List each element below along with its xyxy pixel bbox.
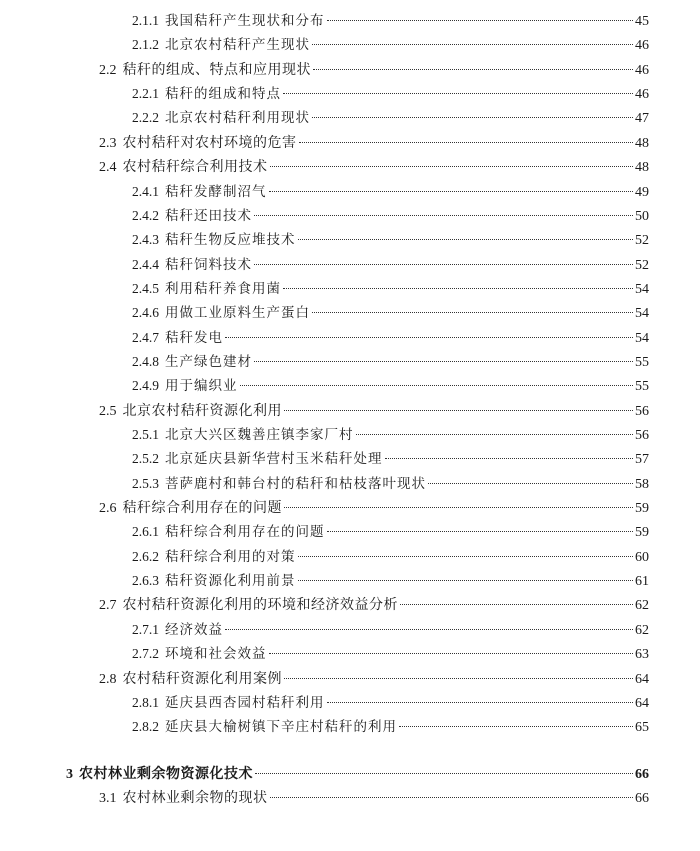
dot-leader — [240, 385, 634, 386]
dot-leader — [428, 483, 633, 484]
toc-title: 北京农村秸秆利用现状 — [165, 110, 310, 127]
toc-title: 秸秆生物反应堆技术 — [165, 232, 296, 249]
toc-title: 利用秸秆养食用菌 — [165, 280, 281, 297]
toc-title: 用于编织业 — [165, 378, 238, 395]
toc-page-number: 54 — [635, 306, 649, 322]
dot-leader — [225, 337, 633, 338]
dot-leader — [254, 215, 633, 216]
dot-leader — [313, 69, 633, 70]
toc-page-number: 55 — [635, 379, 649, 395]
toc-title: 农村林业剩余物资源化技术 — [79, 765, 253, 782]
toc-title: 北京大兴区魏善庄镇李家厂村 — [165, 427, 354, 443]
toc-page-number: 61 — [635, 574, 649, 590]
toc-title: 秸秆综合利用存在的问题 — [165, 524, 325, 541]
toc-title: 用做工业原料生产蛋白 — [165, 305, 310, 322]
toc-page-number: 57 — [635, 452, 649, 468]
toc-subsection-entry — [132, 643, 649, 665]
dot-leader — [225, 629, 633, 630]
toc-number: 2.1.1 — [132, 13, 159, 28]
toc-page-number: 66 — [635, 790, 649, 806]
toc-number: 2.8 — [99, 671, 117, 687]
toc-subsection-entry — [132, 107, 649, 129]
dot-leader — [298, 556, 634, 557]
toc-page-number: 58 — [635, 476, 649, 492]
toc-title: 秸秆的组成和特点 — [165, 86, 281, 103]
toc-section-entry — [99, 59, 649, 81]
toc-subsection-entry — [132, 327, 649, 349]
toc-page-number: 50 — [635, 208, 649, 224]
toc-number: 2.2.1 — [132, 86, 159, 102]
toc-page-number: 66 — [635, 766, 649, 782]
toc-title: 生产绿色建材 — [165, 353, 252, 370]
dot-leader — [254, 264, 633, 265]
dot-leader — [312, 44, 633, 45]
toc-title: 秸秆发酵制沼气 — [165, 183, 267, 200]
toc-number: 2.3 — [99, 135, 117, 151]
toc-number: 2.7.1 — [132, 621, 159, 637]
dot-leader — [299, 142, 634, 143]
toc-subsection-entry — [132, 302, 649, 324]
toc-number: 2.4.6 — [132, 305, 159, 321]
toc-title: 北京农村秸秆产生现状 — [165, 37, 310, 54]
dot-leader — [284, 410, 633, 411]
toc-page-number: 56 — [635, 428, 649, 443]
toc-page-number: 52 — [635, 257, 649, 273]
toc-number: 2.4 — [99, 160, 117, 176]
toc-number: 2.7.2 — [132, 646, 159, 662]
toc-page-number: 62 — [635, 622, 649, 638]
toc-number: 2.4.4 — [132, 256, 159, 272]
dot-leader — [400, 604, 633, 605]
dot-leader — [327, 20, 634, 21]
toc-subsection-entry — [132, 619, 649, 641]
toc-number: 2.1.2 — [132, 37, 159, 53]
toc-page-number: 56 — [635, 403, 649, 419]
toc-page-number: 48 — [635, 135, 649, 151]
toc-title: 菩萨鹿村和韩台村的秸秆和枯枝落叶现状 — [165, 475, 426, 492]
toc-page-number: 47 — [635, 111, 649, 127]
toc-section-entry — [99, 156, 649, 178]
toc-chapter-entry — [66, 763, 649, 785]
toc-subsection-entry — [132, 34, 649, 56]
toc-number: 3 — [66, 766, 73, 782]
toc-subsection-entry — [132, 254, 649, 276]
toc-number: 2.4.3 — [132, 232, 159, 248]
toc-number: 2.8.1 — [132, 694, 159, 710]
toc-title: 农村林业剩余物的现状 — [122, 789, 268, 806]
toc-title: 北京农村秸秆资源化利用 — [122, 402, 282, 419]
dot-leader — [284, 507, 633, 508]
toc-title: 秸秆的组成、特点和应用现状 — [122, 61, 311, 78]
toc-page-number: 60 — [635, 549, 649, 565]
toc-number: 2.4.1 — [132, 183, 159, 199]
toc-page-number: 46 — [635, 38, 649, 54]
toc-page-number: 49 — [635, 184, 649, 200]
toc-page-number: 64 — [635, 671, 649, 687]
toc-subsection-entry — [132, 181, 649, 203]
toc-section-entry — [99, 668, 649, 690]
toc-page-number: 62 — [635, 598, 649, 614]
dot-leader — [270, 166, 634, 167]
toc-subsection-entry — [132, 692, 649, 714]
dot-leader — [255, 773, 633, 774]
toc-subsection-entry — [132, 278, 649, 300]
toc-subsection-entry — [132, 570, 649, 592]
toc-number: 2.4.8 — [132, 353, 159, 369]
toc-title: 农村秸秆资源化利用的环境和经济效益分析 — [122, 597, 398, 614]
toc-page-number: 55 — [635, 354, 649, 370]
toc-number: 2.8.2 — [132, 719, 159, 735]
toc-title: 环境和社会效益 — [165, 646, 267, 663]
toc-subsection-entry — [132, 521, 649, 543]
toc-page-number: 64 — [635, 695, 649, 711]
dot-leader — [385, 458, 634, 459]
toc-number: 2.6.3 — [132, 573, 159, 589]
toc-subsection-entry — [132, 375, 649, 397]
toc-page-number: 65 — [635, 720, 649, 736]
toc-section-entry — [99, 787, 649, 809]
toc-page-number: 63 — [635, 647, 649, 663]
dot-leader — [327, 531, 634, 532]
toc-title: 北京延庆县新华营村玉米秸秆处理 — [165, 451, 383, 468]
toc-subsection-entry — [132, 205, 649, 227]
toc-title: 秸秆饲料技术 — [165, 256, 252, 273]
toc-title: 秸秆发电 — [165, 329, 223, 346]
dot-leader — [312, 312, 633, 313]
toc-number: 2.5.3 — [132, 475, 159, 491]
toc-title: 秸秆综合利用存在的问题 — [122, 500, 282, 516]
dot-leader — [312, 117, 633, 118]
dot-leader — [284, 678, 633, 679]
toc-number: 2.5 — [99, 403, 117, 419]
toc-title: 经济效益 — [165, 621, 223, 638]
dot-leader — [269, 653, 634, 654]
toc-title: 农村秸秆对农村环境的危害 — [122, 134, 297, 151]
toc-number: 3.1 — [99, 790, 117, 806]
toc-section-entry — [99, 132, 649, 154]
toc-subsection-entry — [132, 473, 649, 495]
dot-leader — [270, 797, 634, 798]
toc-page-number: 54 — [635, 330, 649, 346]
toc-subsection-entry — [132, 716, 649, 738]
toc-number: 2.4.7 — [132, 329, 159, 345]
toc-subsection-entry — [132, 10, 649, 32]
toc-number: 2.4.5 — [132, 280, 159, 296]
toc-section-entry — [99, 497, 649, 519]
toc-page-number: 52 — [635, 233, 649, 249]
dot-leader — [298, 580, 634, 581]
dot-leader — [356, 434, 634, 435]
toc-number: 2.4.9 — [132, 378, 159, 394]
dot-leader — [283, 288, 633, 289]
dot-leader — [327, 702, 634, 703]
toc-page-number: 48 — [635, 160, 649, 176]
toc-page-number: 54 — [635, 281, 649, 297]
toc-title: 农村秸秆资源化利用案例 — [122, 670, 282, 687]
toc-title: 秸秆资源化利用前景 — [165, 573, 296, 590]
toc-title: 延庆县西杏园村秸秆利用 — [165, 694, 325, 711]
toc-title: 农村秸秆综合利用技术 — [122, 159, 268, 176]
dot-leader — [298, 239, 634, 240]
toc-number: 2.6.2 — [132, 548, 159, 564]
toc-subsection-entry — [132, 83, 649, 105]
toc-subsection-entry — [132, 448, 649, 470]
toc-subsection-entry — [132, 351, 649, 373]
toc-title: 秸秆综合利用的对策 — [165, 548, 296, 565]
dot-leader — [254, 361, 633, 362]
toc-page-number: 46 — [635, 87, 649, 103]
toc-number: 2.6 — [99, 501, 117, 516]
toc-number: 2.2.2 — [132, 110, 159, 126]
toc-number: 2.5.1 — [132, 427, 159, 442]
toc-subsection-entry — [132, 229, 649, 251]
toc-number: 2.2 — [99, 62, 117, 78]
toc-section-entry — [99, 400, 649, 422]
toc-number: 2.6.1 — [132, 524, 159, 540]
dot-leader — [283, 93, 633, 94]
toc-title: 延庆县大榆树镇下辛庄村秸秆的利用 — [165, 719, 397, 736]
dot-leader — [269, 191, 634, 192]
toc-number: 2.4.2 — [132, 207, 159, 223]
toc-number: 2.5.2 — [132, 451, 159, 467]
toc-subsection-entry — [132, 546, 649, 568]
toc-page-number: 59 — [635, 501, 649, 516]
toc-section-entry — [99, 594, 649, 616]
toc-title: 我国秸秆产生现状和分布 — [165, 13, 325, 29]
toc-page-number: 59 — [635, 525, 649, 541]
toc-subsection-entry — [132, 424, 649, 446]
toc-page-number: 45 — [635, 14, 649, 29]
toc-title: 秸秆还田技术 — [165, 207, 252, 224]
toc-number: 2.7 — [99, 598, 117, 614]
toc-page-number: 46 — [635, 62, 649, 78]
dot-leader — [399, 726, 633, 727]
